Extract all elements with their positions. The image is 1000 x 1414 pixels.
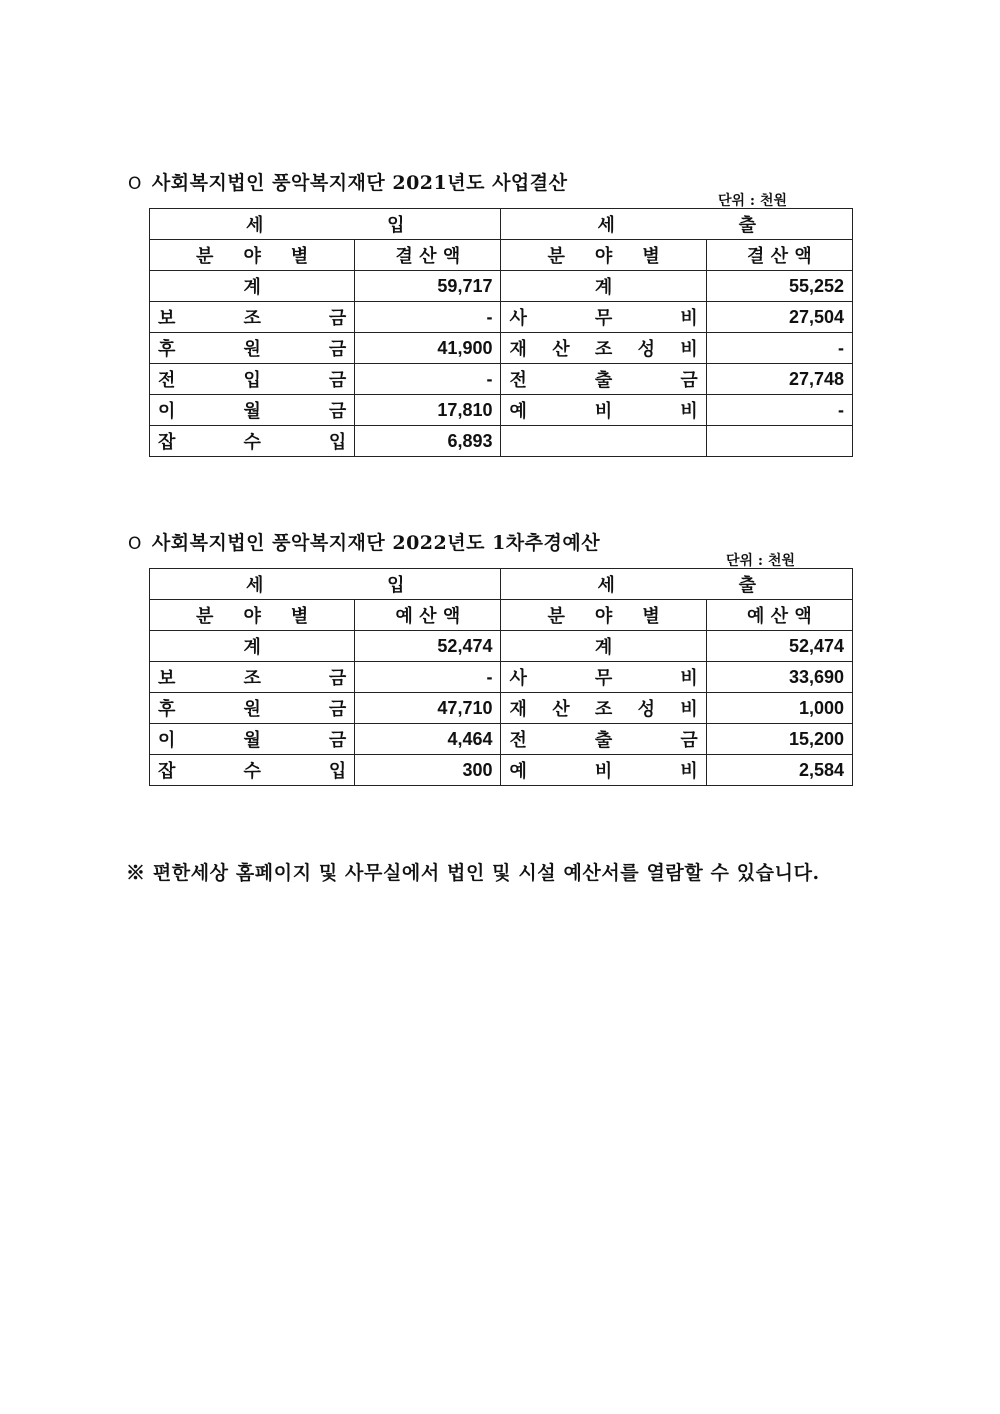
table-row — [150, 395, 853, 426]
expense-value: - — [706, 395, 852, 426]
income-label: 후 원 금 — [150, 693, 355, 724]
field-char: 분 — [196, 606, 214, 627]
expense-value: 15,200 — [706, 724, 852, 755]
expense-header — [501, 209, 853, 240]
income-value: 6,893 — [355, 426, 501, 457]
income-label: 보 조 금 — [150, 662, 355, 693]
income-value: 47,710 — [355, 693, 501, 724]
field-char: 분 — [547, 246, 565, 267]
table-row — [150, 755, 853, 786]
section1-title — [128, 168, 568, 195]
field-char: 별 — [642, 606, 660, 627]
expense-label: 예 비 비 — [501, 755, 706, 786]
income-field-header — [150, 240, 355, 271]
income-value: 17,810 — [355, 395, 501, 426]
expense-value: 1,000 — [706, 693, 852, 724]
expense-value: 33,690 — [706, 662, 852, 693]
expense-label: 전 출 금 — [501, 364, 706, 395]
expense-header-char: 세 — [597, 575, 615, 596]
income-value: - — [355, 302, 501, 333]
field-char: 별 — [290, 246, 309, 267]
income-value: - — [355, 364, 501, 395]
income-label: 이 월 금 — [150, 395, 355, 426]
expense-label: 사 무 비 — [501, 662, 706, 693]
expense-amount-header: 결 산 액 — [706, 240, 852, 271]
expense-total-value: 55,252 — [706, 271, 852, 302]
total-row — [150, 631, 853, 662]
income-label: 전 입 금 — [150, 364, 355, 395]
table-row — [150, 662, 853, 693]
expense-label: 재 산 조 성 비 — [501, 693, 706, 724]
expense-header — [501, 569, 853, 600]
footnote: ※ 편한세상 홈페이지 및 사무실에서 법인 및 시설 예산서를 열람할 수 있습니다. — [126, 862, 820, 884]
column-header-row — [150, 600, 853, 631]
income-total-value: 52,474 — [355, 631, 501, 662]
income-amount-header: 예 산 액 — [355, 600, 501, 631]
expense-label: 재 산 조 성 비 — [501, 333, 706, 364]
expense-amount-header: 예 산 액 — [706, 600, 852, 631]
income-label: 보 조 금 — [150, 302, 355, 333]
income-total-value: 59,717 — [355, 271, 501, 302]
income-value: 300 — [355, 755, 501, 786]
section2-table — [149, 568, 853, 786]
section2-title-text: 사회복지법인 풍악복지재단 2022년도 1차추경예산 — [151, 532, 601, 554]
expense-field-header — [501, 600, 706, 631]
table-row — [150, 333, 853, 364]
income-total-label: 계 — [150, 271, 355, 302]
income-amount-header: 결 산 액 — [355, 240, 501, 271]
income-field-header — [150, 600, 355, 631]
table-header-row — [150, 209, 853, 240]
column-header-row — [150, 240, 853, 271]
income-label: 잡 수 입 — [150, 426, 355, 457]
expense-header-char: 출 — [738, 215, 756, 236]
expense-label — [501, 426, 706, 457]
income-value: 4,464 — [355, 724, 501, 755]
income-value: - — [355, 662, 501, 693]
section1-title-text: 사회복지법인 풍악복지재단 2021년도 사업결산 — [151, 172, 568, 194]
expense-header-char: 출 — [738, 575, 756, 596]
expense-value — [706, 426, 852, 457]
income-header — [150, 209, 501, 240]
income-header-char: 세 — [246, 575, 264, 596]
expense-total-value: 52,474 — [706, 631, 852, 662]
income-total-label: 계 — [150, 631, 355, 662]
section1-table — [149, 208, 853, 457]
field-char: 별 — [642, 246, 660, 267]
expense-label: 예 비 비 — [501, 395, 706, 426]
field-char: 야 — [243, 606, 261, 627]
field-char: 야 — [594, 246, 613, 267]
income-header-char: 입 — [387, 215, 405, 236]
expense-total-label: 계 — [501, 631, 706, 662]
field-char: 야 — [594, 606, 613, 627]
expense-value: 27,748 — [706, 364, 852, 395]
expense-label: 전 출 금 — [501, 724, 706, 755]
field-char: 별 — [290, 606, 309, 627]
income-header-char: 입 — [387, 575, 405, 596]
income-header-char: 세 — [246, 215, 264, 236]
bullet-icon: O — [128, 174, 142, 194]
income-label: 후 원 금 — [150, 333, 355, 364]
expense-field-header — [501, 240, 706, 271]
expense-value: 2,584 — [706, 755, 852, 786]
table-row — [150, 693, 853, 724]
expense-value: 27,504 — [706, 302, 852, 333]
income-label: 잡 수 입 — [150, 755, 355, 786]
table-row — [150, 364, 853, 395]
table-row — [150, 302, 853, 333]
income-label: 이 월 금 — [150, 724, 355, 755]
income-value: 41,900 — [355, 333, 501, 364]
total-row — [150, 271, 853, 302]
section2-title — [128, 528, 600, 555]
field-char: 분 — [547, 606, 565, 627]
field-char: 야 — [243, 246, 261, 267]
bullet-icon: O — [128, 534, 142, 554]
expense-header-char: 세 — [597, 215, 615, 236]
table-header-row — [150, 569, 853, 600]
table-row — [150, 426, 853, 457]
section2-unit: 단위 : 천원 — [726, 553, 796, 569]
income-header — [150, 569, 501, 600]
section1-unit: 단위 : 천원 — [718, 193, 788, 209]
field-char: 분 — [196, 246, 214, 267]
expense-label: 사 무 비 — [501, 302, 706, 333]
table-row — [150, 724, 853, 755]
expense-value: - — [706, 333, 852, 364]
expense-total-label: 계 — [501, 271, 706, 302]
